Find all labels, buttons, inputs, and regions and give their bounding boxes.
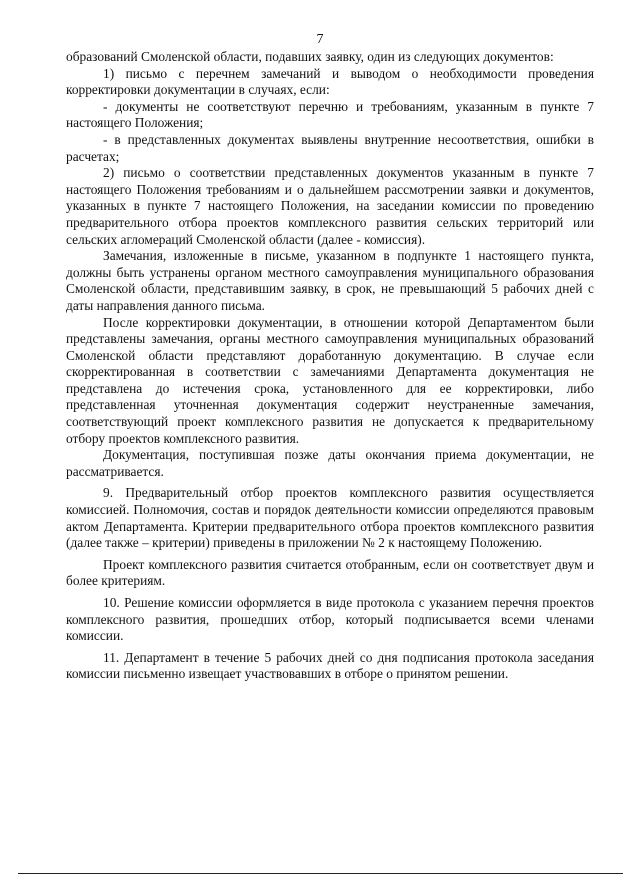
paragraph-clause-11: 11. Департамент в течение 5 рабочих дней со дня подписания протокола заседания комиссии письменно извещает участвовавших в отборе о принятом решении. <box>66 649 594 682</box>
page-number: 7 <box>316 32 324 47</box>
paragraph-item-1: 1) письмо с перечнем замечаний и выводом о необходимости проведения корректировки документации в случаях, если: <box>66 65 594 98</box>
paragraph-clause-10: 10. Решение комиссии оформляется в виде протокола с указанием перечня проектов комплексного развития, прошедших отбор, который подписывается всеми членами комиссии. <box>66 595 594 644</box>
paragraph-continuation: образований Смоленской области, подавших заявку, один из следующих документов: <box>66 49 554 64</box>
paragraph-item-2: 2) письмо о соответствии представленных документов указанным в пункте 7 настоящего Положения требованиям и о дальнейшем рассмотрении заявки и документов, указанных в пункте 7 настоящего Положения, на заседании комиссии по проведению предварительного отбора проектов комплексного развития сельских территорий или сельских агломераций Смоленской области (далее - комиссия). <box>66 165 594 247</box>
paragraph-bullet-2: - в представленных документах выявлены внутренние несоответствия, ошибки в расчетах; <box>66 131 594 164</box>
paragraph-bullet-1: - документы не соответствуют перечню и требованиям, указанным в пункте 7 настоящего Положения; <box>66 98 594 131</box>
paragraph-remarks: Замечания, изложенные в письме, указанном в подпункте 1 настоящего пункта, должны быть устранены органом местного самоуправления муниципального образования Смоленской области, представившим заявку, в срок, не превышающий 5 рабочих дней с даты направления данного письма. <box>66 248 594 313</box>
bottom-divider <box>18 873 623 874</box>
paragraph-late-documents: Документация, поступившая позже даты окончания приема документации, не рассматривается. <box>66 447 594 479</box>
paragraph-selection-criteria: Проект комплексного развития считается отобранным, если он соответствует двум и более критериям. <box>66 556 594 589</box>
paragraph-clause-9: 9. Предварительный отбор проектов комплексного развития осуществляется комиссией. Полномочия, состав и порядок деятельности комиссии определяются правовым актом Департамента. Критерии предварительного отбора проектов комплексного развития (далее также – критерии) приведены в приложении № 2 к настоящему Положению. <box>66 485 594 551</box>
paragraph-correction: После корректировки документации, в отношении которой Департаментом были представлены замечания, органы местного самоуправления муниципальных образований Смоленской области представляют доработанную документацию. В случае если скорректированная в соответствии с замечаниями Департамента документация не представлена до истечения срока, установленного для ее корректировки, либо представленная уточненная документация содержит неустраненные замечания, соответствующий проект комплексного развития не допускается к предварительному отбору проектов комплексного развития. <box>66 314 594 446</box>
document-body <box>66 49 594 683</box>
